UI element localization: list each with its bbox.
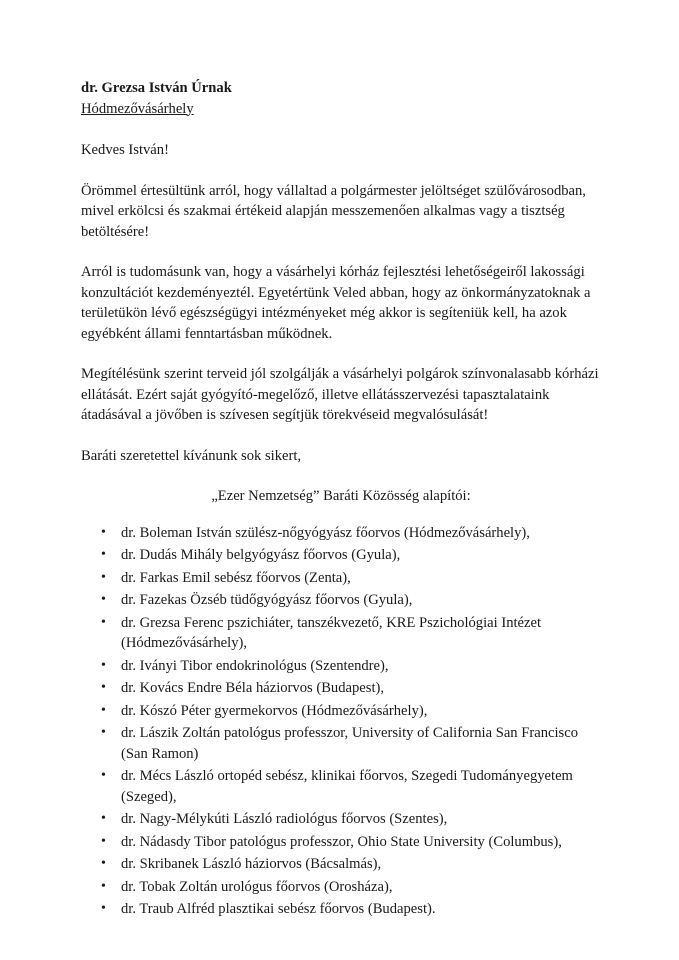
founder-item	[81, 523, 601, 544]
bullet-icon: •	[101, 878, 106, 894]
founder-item	[81, 701, 601, 722]
founder-text: dr. Nagy-Mélykúti László radiológus főorvos (Szentes),	[121, 811, 448, 827]
founder-item	[81, 656, 601, 677]
founder-item	[81, 899, 601, 920]
founder-text: dr. Traub Alfréd plasztikai sebész főorvos (Budapest).	[121, 901, 436, 917]
bullet-icon: •	[101, 614, 106, 630]
founder-text: dr. Iványi Tibor endokrinológus (Szentendre),	[121, 657, 389, 674]
founder-item	[81, 613, 601, 654]
founder-text: dr. Mécs László ortopéd sebész, klinikai főorvos, Szegedi Tudományegyetem (Szeged),	[121, 768, 573, 805]
bullet-icon: •	[101, 547, 106, 562]
founder-item	[81, 809, 601, 830]
founder-text: dr. Boleman István szülész-nőgyógyász főorvos (Hódmezővásárhely),	[121, 524, 530, 541]
founder-item	[81, 723, 601, 764]
bullet-icon: •	[101, 702, 106, 718]
founder-text: dr. Nádasdy Tibor patológus professzor, Ohio State University (Columbus),	[121, 833, 562, 850]
founder-item	[81, 678, 601, 699]
bullet-icon: •	[101, 725, 106, 740]
founder-item	[81, 545, 601, 566]
founders-list	[81, 523, 601, 920]
bullet-icon: •	[101, 524, 106, 540]
paragraph-3: Megítélésünk szerint terveid jól szolgálják a vásárhelyi polgárok színvonalasabb kórházi ellátását. Ezért saját gyógyító-megelőző, illetve ellátásszervezési tapasztalataink átadásával a jövőben is szívesen segítjük törekvéseid megvalósulását!	[81, 366, 599, 423]
founder-item	[81, 832, 601, 853]
founder-item	[81, 568, 601, 589]
founder-text: dr. Lászik Zoltán patológus professzor, University of California San Francisco (San Ramon)	[121, 725, 578, 762]
bullet-icon: •	[101, 901, 106, 916]
paragraph-2: Arról is tudomásunk van, hogy a vásárhelyi kórház fejlesztési lehetőségeiről lakossági konzultációt kezdeményeztél. Egyetértünk Veled abban, hogy az önkormányzatoknak a területükön lévő egészségügyi intézményeket még akkor is segíteniük kell, ha azok egyébként állami fenntartásban működnek.	[81, 264, 591, 342]
bullet-icon: •	[101, 592, 106, 607]
signature-heading: „Ezer Nemzetség” Baráti Közösség alapítói:	[211, 488, 471, 504]
founder-text: dr. Farkas Emil sebész főorvos (Zenta),	[121, 569, 351, 586]
bullet-icon: •	[101, 680, 106, 695]
founder-text: dr. Kószó Péter gyermekorvos (Hódmezővásárhely),	[121, 702, 428, 719]
bullet-icon: •	[101, 833, 106, 849]
founder-text: dr. Grezsa Ferenc pszichiáter, tanszékvezető, KRE Pszichológiai Intézet (Hódmezővásárhely),	[121, 614, 542, 651]
founder-text: dr. Skribanek László háziorvos (Bácsalmás),	[121, 856, 382, 872]
bullet-icon: •	[101, 768, 106, 783]
paragraph-1: Örömmel értesültünk arról, hogy vállaltad a polgármester jelöltséget szülővárosodban, mivel erkölcsi és szakmai értékeid alapján messzemenően alkalmas vagy a tisztség betöltésére!	[81, 182, 586, 240]
bullet-icon: •	[101, 657, 106, 673]
recipient-city: Hódmezővásárhely	[81, 100, 194, 117]
founder-item	[81, 877, 601, 898]
salutation: Kedves István!	[81, 142, 169, 158]
founder-text: dr. Kovács Endre Béla háziorvos (Budapest),	[121, 680, 385, 696]
founder-item	[81, 590, 601, 611]
bullet-icon: •	[101, 811, 106, 826]
letter-content	[81, 78, 601, 922]
closing: Baráti szeretettel kívánunk sok sikert,	[81, 447, 302, 464]
bullet-icon: •	[101, 569, 106, 585]
recipient-name: dr. Grezsa István Úrnak	[81, 80, 232, 96]
founder-text: dr. Dudás Mihály belgyógyász főorvos (Gyula),	[121, 547, 401, 563]
founder-text: dr. Tobak Zoltán urológus főorvos (Orosháza),	[121, 878, 393, 895]
bullet-icon: •	[101, 856, 106, 871]
founder-item	[81, 854, 601, 875]
founder-text: dr. Fazekas Özséb tüdőgyógyász főorvos (Gyula),	[121, 592, 413, 608]
founder-item	[81, 766, 601, 807]
